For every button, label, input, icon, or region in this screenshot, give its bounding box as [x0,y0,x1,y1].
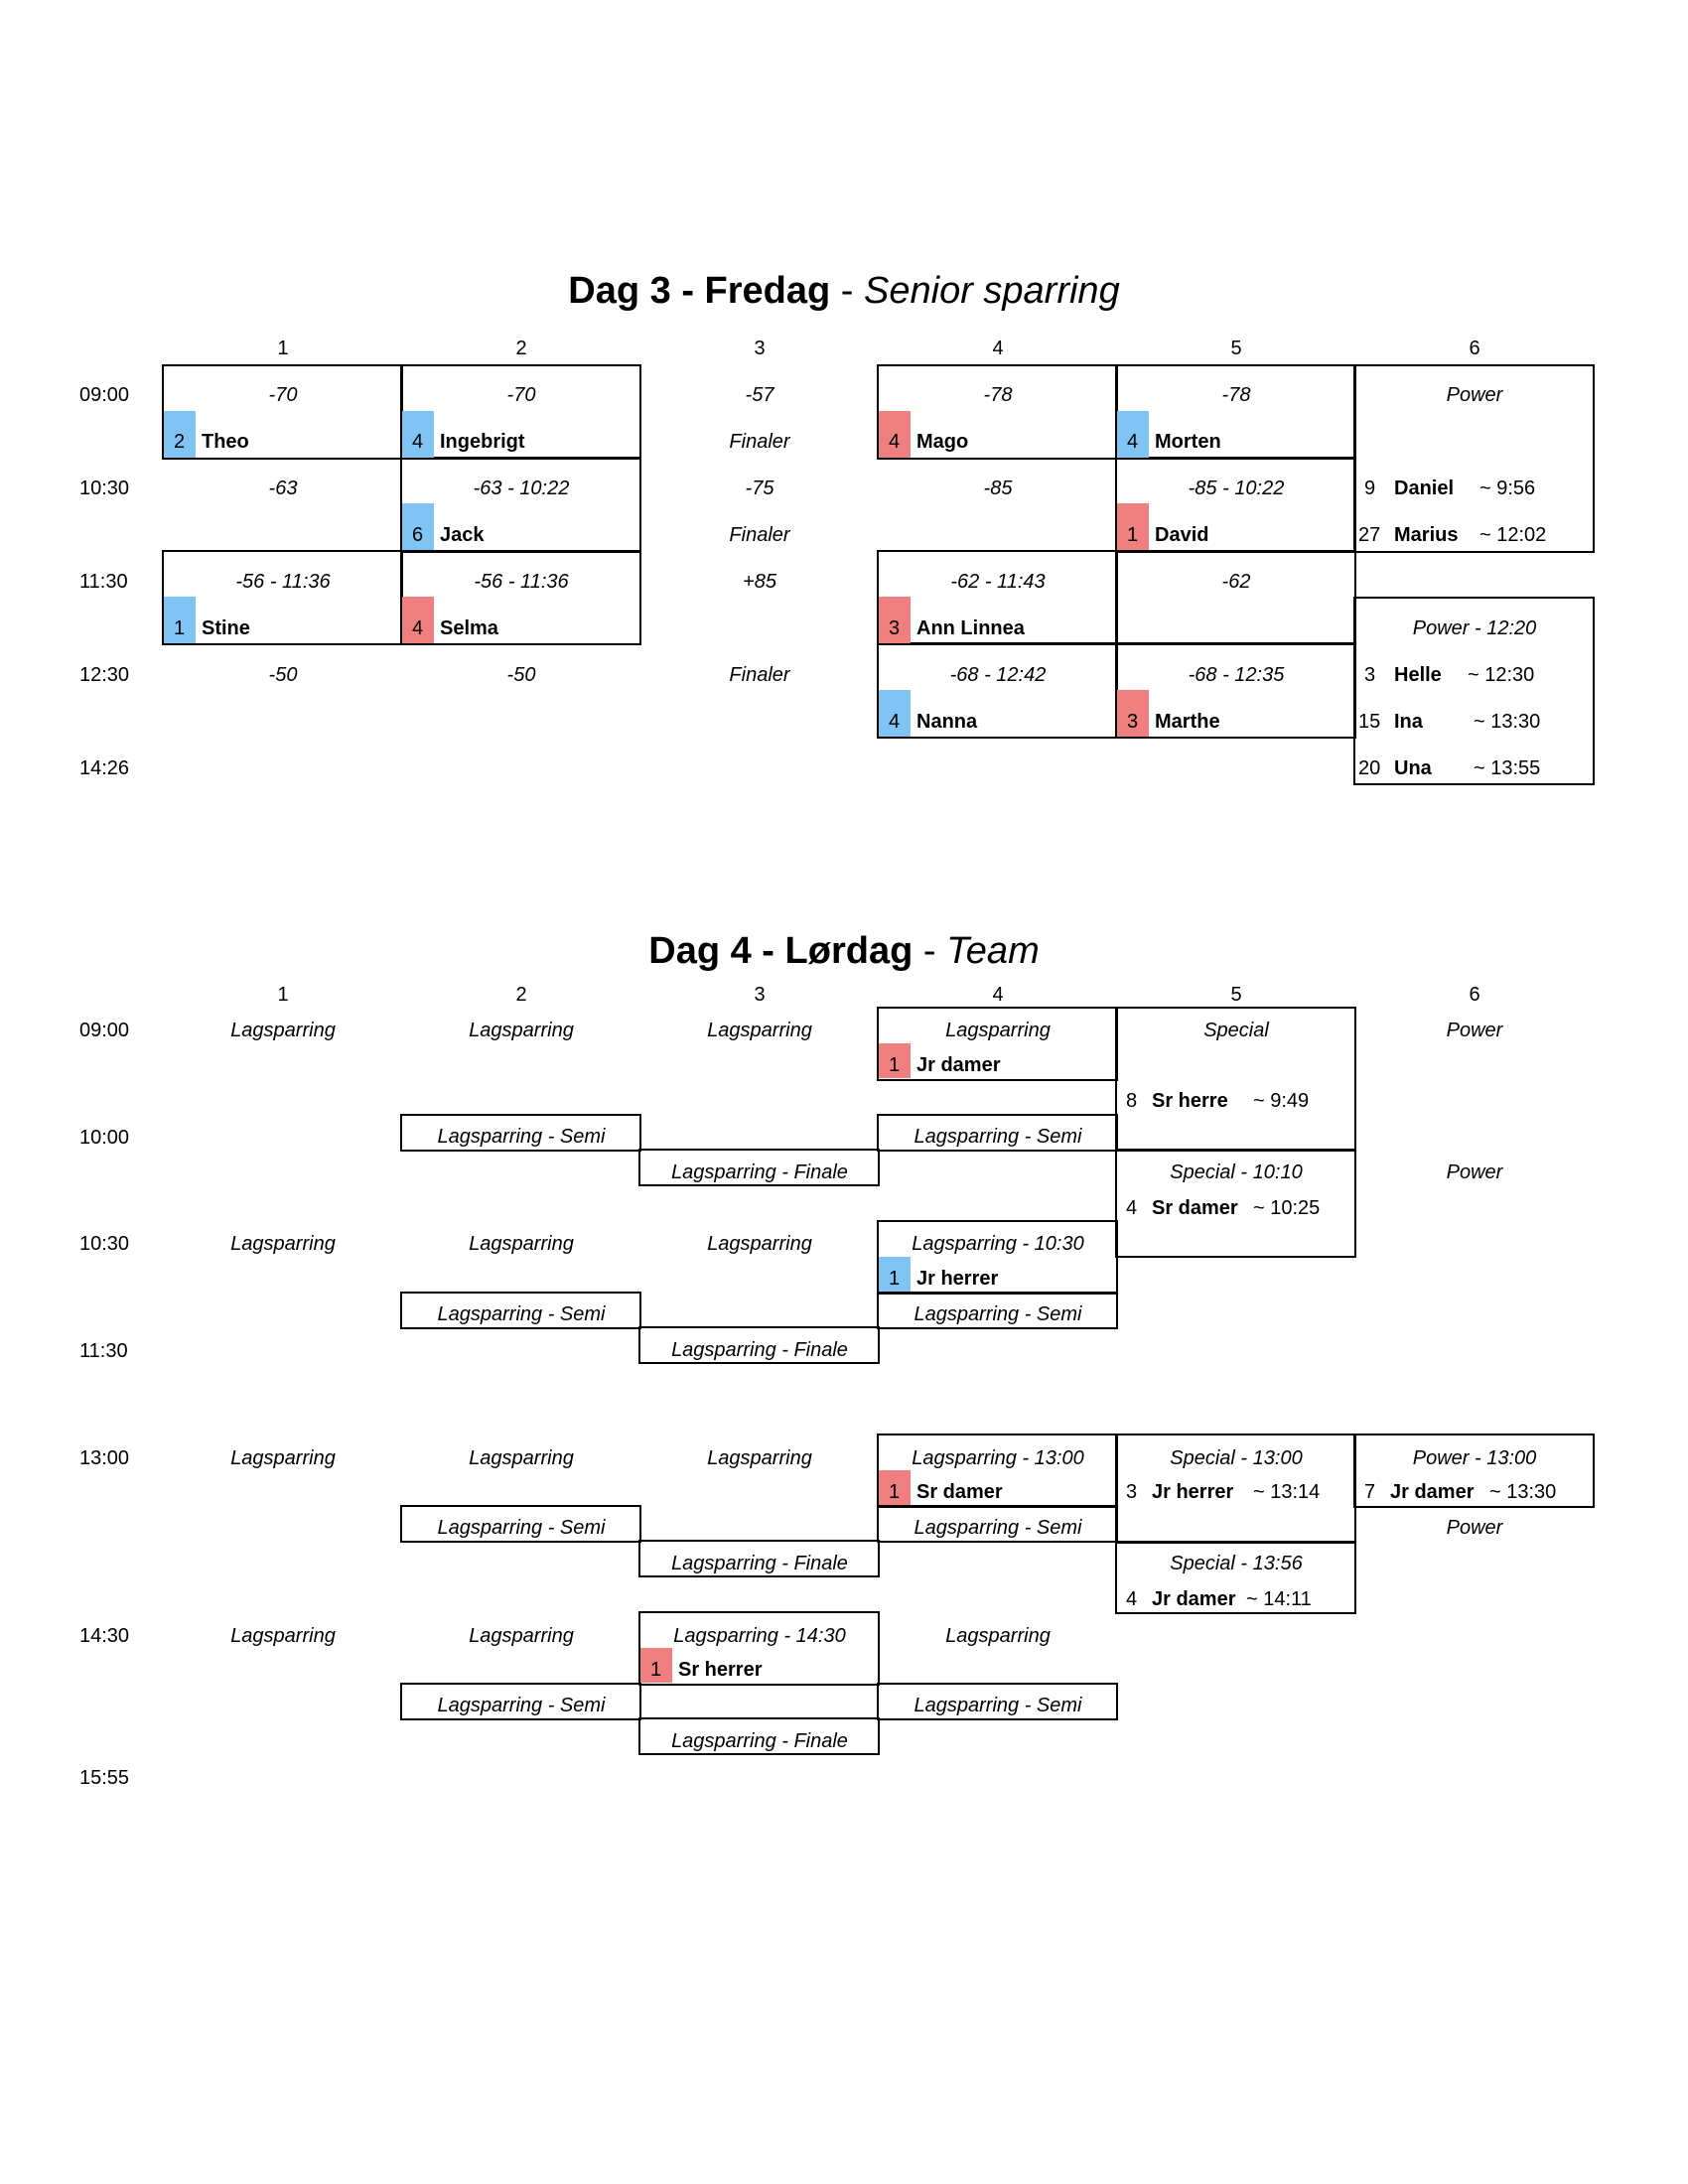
d3-r1c6-power: Power [1446,384,1503,406]
d4-a1-lag: Lagsparring [230,1020,336,1041]
d4-d1-lag: Lagsparring [230,1447,336,1469]
d3-r2c2-weight: -63 - 10:22 [473,478,570,499]
d4-f4-semi: Lagsparring - Semi [914,1695,1082,1716]
d3-time-1230: 12:30 [79,664,130,686]
d3-col-1: 1 [277,338,289,359]
d4-d5-time: ~ 13:14 [1253,1481,1321,1503]
d3-r3c4-num: 3 [889,617,901,639]
d3-r1c2-weight: -70 [506,384,536,406]
d3-power-b-name: Marius [1394,524,1459,546]
d3-time-1130: 11:30 [79,571,128,593]
d3-power2-b-name: Ina [1394,711,1423,733]
d4-d4-lag: Lagsparring - 13:00 [912,1447,1084,1469]
d4-b5-special: Special - 10:10 [1170,1161,1303,1183]
d4-time-1555: 15:55 [79,1767,130,1789]
d4-col-1: 1 [277,984,289,1006]
d3-col-4: 4 [992,338,1004,359]
d3-r2c3-weight: -75 [745,478,774,499]
d3-r4c2-weight: -50 [506,664,536,686]
d4-f3-lag: Lagsparring - 14:30 [673,1625,846,1647]
d4-col-4: 4 [992,984,1004,1006]
d4-c3-finale: Lagsparring - Finale [671,1339,848,1361]
d4-a4-lag: Lagsparring [945,1020,1051,1041]
d3-r4c5-name: Marthe [1155,711,1220,733]
d3-r2c1-weight: -63 [268,478,298,499]
d3-power2-c-time: ~ 13:55 [1474,757,1541,779]
d4-d4-name: Sr damer [916,1481,1003,1503]
d3-power2-a-time: ~ 12:30 [1468,664,1535,686]
d3-r1c1-weight: -70 [268,384,298,406]
d4-col-6: 6 [1469,984,1480,1006]
d4-time-1030: 10:30 [79,1233,130,1255]
d3-r3-c1-cell [162,550,403,645]
d4-a5-time: ~ 9:49 [1253,1090,1310,1112]
d3-r1c5-weight: -78 [1221,384,1251,406]
d4-col-2: 2 [515,984,527,1006]
d3-r1c2-name: Ingebrigt [440,431,525,453]
d3-col-6: 6 [1469,338,1480,359]
d3-r3c2-weight: -56 - 11:36 [474,571,569,593]
d3-r2c3-stage: Finaler [729,524,790,546]
d3-power2-c-num: 20 [1358,757,1381,779]
d3-r1c4-num: 4 [889,431,901,453]
d3-r1c1-num: 2 [174,431,186,453]
d4-b3-finale: Lagsparring - Finale [671,1161,848,1183]
d4-b5-num: 4 [1126,1197,1138,1219]
d4-b6-power: Power [1446,1161,1503,1183]
d4-c4-semi: Lagsparring - Semi [914,1303,1082,1325]
d3-r4c5-weight: -68 - 12:35 [1188,664,1285,686]
d3-power2-b-num: 15 [1358,711,1381,733]
d4-d6-name: Jr damer [1390,1481,1475,1503]
d3-col-3: 3 [754,338,766,359]
d3-r1c5-name: Morten [1155,431,1221,453]
d3-r1c4-name: Mago [916,431,969,453]
d3-r4c4-num: 4 [889,711,901,733]
d3-r3c2-name: Selma [440,617,498,639]
d4-b5-name: Sr damer [1152,1197,1238,1219]
d4-a5-num: 8 [1126,1090,1138,1112]
d3-power2-a-name: Helle [1394,664,1442,686]
d4-a5-name: Sr herre [1152,1090,1228,1112]
d3-r1c1-name: Theo [202,431,249,453]
d3-r1c4-weight: -78 [983,384,1013,406]
d3-r4c1-weight: -50 [268,664,298,686]
d4-d2-lag: Lagsparring [469,1447,574,1469]
d3-power-b-num: 27 [1358,524,1381,546]
d3-r1c3-weight: -57 [745,384,774,406]
d4-e5-time: ~ 14:11 [1246,1588,1312,1610]
d3-time-0900: 09:00 [79,384,130,406]
d3-r3c1-num: 1 [174,617,186,639]
d4-a6-power: Power [1446,1020,1503,1041]
d3-r2c5-num: 1 [1127,524,1139,546]
d3-r3c1-name: Stine [202,617,250,639]
d3-r3c3-weight: +85 [743,571,776,593]
d3-r2c5-weight: -85 - 10:22 [1188,478,1285,499]
d4-a4-name: Jr damer [916,1054,1001,1076]
d3-r3c4-name: Ann Linnea [916,617,1025,639]
d3-r3c2-num: 4 [412,617,424,639]
d4-d6-time: ~ 13:30 [1489,1481,1557,1503]
d4-f1-lag: Lagsparring [230,1625,336,1647]
d4-d3-lag: Lagsparring [707,1447,812,1469]
d4-a2-lag: Lagsparring [469,1020,574,1041]
d4-d4-semi: Lagsparring - Semi [914,1517,1082,1539]
d3-r2-c1c2-cell [400,457,641,553]
d4-c4-lag: Lagsparring - 10:30 [912,1233,1084,1255]
d3-r3c4-weight: -62 - 11:43 [950,571,1046,593]
d3-power-b-time: ~ 12:02 [1479,524,1547,546]
d3-r2-c5-cell [1115,457,1356,553]
d4-f2-lag: Lagsparring [469,1625,574,1647]
d3-power-a-num: 9 [1364,478,1376,499]
d3-line-r3c5 [1115,642,1356,645]
d3-r1-c1-cell [162,364,403,460]
d3-r4c5-num: 3 [1127,711,1139,733]
d3-r4c4-name: Nanna [916,711,978,733]
d3-power2-a-num: 3 [1364,664,1376,686]
d4-c2-lag: Lagsparring [469,1233,574,1255]
d3-col-2: 2 [515,338,527,359]
d3-r1-c5-cell [1115,364,1356,460]
d4-d3-finale: Lagsparring - Finale [671,1553,848,1574]
d4-d6-num: 7 [1364,1481,1376,1503]
d4-f3-num: 1 [650,1659,662,1681]
d4-c3-lag: Lagsparring [707,1233,812,1255]
d4-f2-semi: Lagsparring - Semi [437,1695,606,1716]
d4-d5-name: Jr herrer [1152,1481,1234,1503]
d4-d5-special: Special - 13:00 [1170,1447,1303,1469]
d3-r1c3-stage: Finaler [729,431,790,453]
d3-col-5: 5 [1230,338,1242,359]
d4-b5-time: ~ 10:25 [1253,1197,1321,1219]
d4-a4-num: 1 [889,1054,901,1076]
d4-time-1300: 13:00 [79,1447,130,1469]
d4-c1-lag: Lagsparring [230,1233,336,1255]
d4-d2-semi: Lagsparring - Semi [437,1517,606,1539]
d4-col-3: 3 [754,984,766,1006]
d3-time-1030: 10:30 [79,478,130,499]
d4-col-5: 5 [1230,984,1242,1006]
d3-r2c2-name: Jack [440,524,485,546]
d3-r3c1-weight: -56 - 11:36 [235,571,331,593]
d4-f4-lag: Lagsparring [945,1625,1051,1647]
d4-time-0900: 09:00 [79,1020,130,1041]
d4-b2-semi: Lagsparring - Semi [437,1126,606,1148]
d4-time-1130: 11:30 [79,1340,128,1362]
d4-c4-name: Jr herrer [916,1268,999,1290]
d3-power-a-name: Daniel [1394,478,1455,499]
d4-c4-num: 1 [889,1268,901,1290]
d3-r1c2-num: 4 [412,431,424,453]
d3-power2-title: Power - 12:20 [1412,617,1537,639]
d3-r4c4-weight: -68 - 12:42 [949,664,1047,686]
d4-b4-semi: Lagsparring - Semi [914,1126,1082,1148]
d4-e5-num: 4 [1126,1588,1138,1610]
d3-r4c3-stage: Finaler [729,664,790,686]
d4-d4-num: 1 [889,1481,901,1503]
d3-r2c2-num: 6 [412,524,424,546]
d4-e5-name: Jr damer [1152,1588,1236,1610]
d3-r2c5-name: David [1155,524,1209,546]
d3-time-1426: 14:26 [79,757,130,779]
d3-r2c4-weight: -85 [983,478,1013,499]
d4-f3-name: Sr herrer [678,1659,763,1681]
d4-f3-finale: Lagsparring - Finale [671,1730,848,1752]
d3-power2-b-time: ~ 13:30 [1474,711,1541,733]
d3-r3-c2-cell [400,550,641,645]
d3-power-a-time: ~ 9:56 [1479,478,1536,499]
day4-title: Dag 4 - Lørdag - Team [648,930,1040,972]
d3-r3c5-weight: -62 [1221,571,1251,593]
d4-e5-special: Special - 13:56 [1170,1553,1303,1574]
d3-r1c5-num: 4 [1127,431,1139,453]
d4-d6-power: Power - 13:00 [1412,1447,1537,1469]
d3-r1-c4-cell [877,364,1118,460]
d4-d6-power2: Power [1446,1517,1503,1539]
d3-r4-c4-cell [877,642,1118,739]
d4-a3-lag: Lagsparring [707,1020,812,1041]
d4-d5-num: 3 [1126,1481,1138,1503]
d4-a5-special: Special [1203,1020,1269,1041]
d4-c2-semi: Lagsparring - Semi [437,1303,606,1325]
d4-time-1000: 10:00 [79,1127,130,1149]
day3-title: Dag 3 - Fredag - Senior sparring [568,270,1120,312]
d3-power2-c-name: Una [1394,757,1432,779]
d4-time-1430: 14:30 [79,1625,130,1647]
